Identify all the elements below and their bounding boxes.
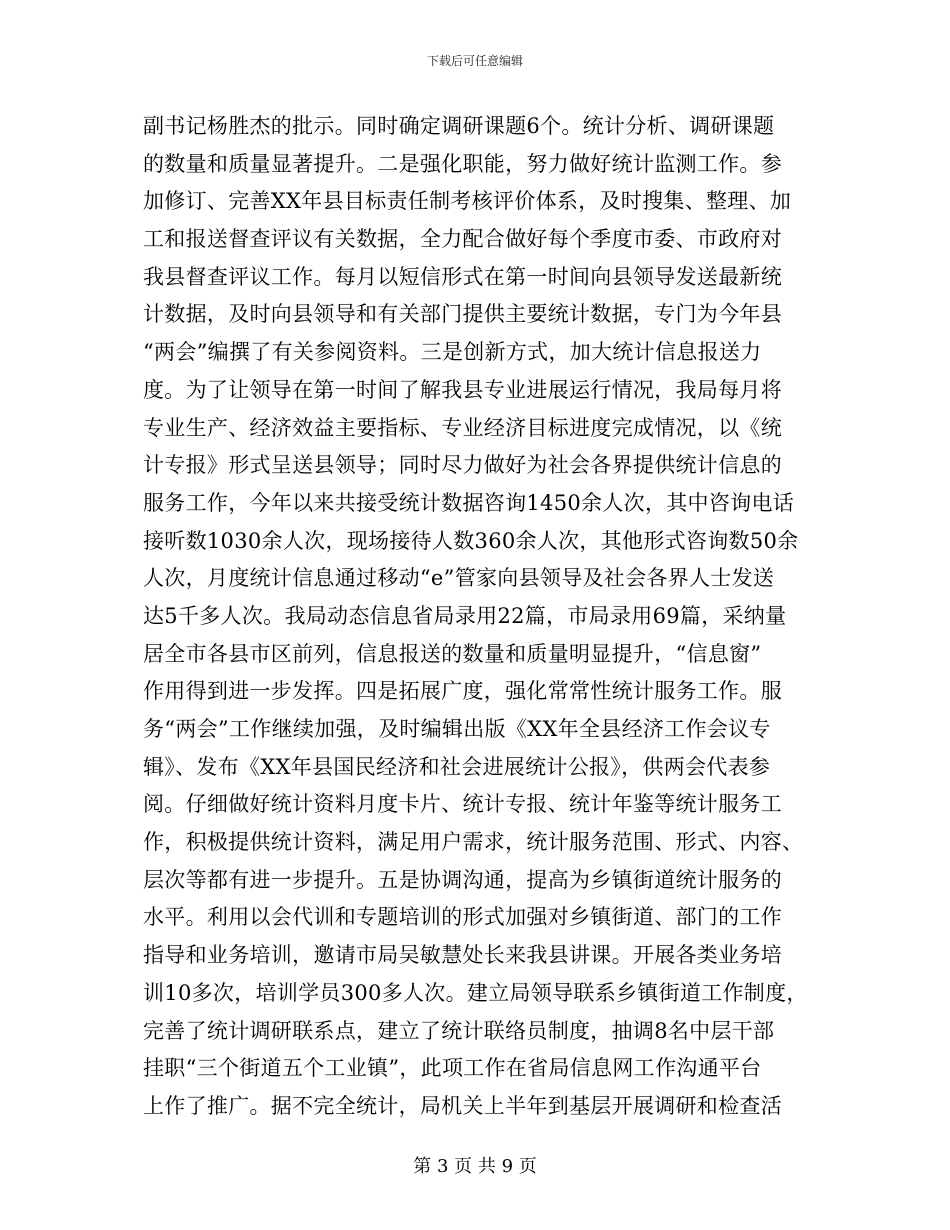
text-line: 服务工作，今年以来共接受统计数据咨询1450余人次，其中咨询电话 [143, 490, 795, 515]
text-line: 计专报》形式呈送县领导；同时尽力做好为社会各界提供统计信息的 [143, 453, 782, 478]
text-line: 作，积极提供统计资料，满足用户需求，统计服务范围、形式、内容、 [143, 830, 804, 855]
text-line: 居全市各县市区前列，信息报送的数量和质量明显提升，“信息窗” [143, 641, 762, 666]
text-line: “两会”编撰了有关参阅资料。三是创新方式，加大统计信息报送力 [143, 340, 762, 365]
text-line: 阅。仔细做好统计资料月度卡片、统计专报、统计年鉴等统计服务工 [143, 792, 782, 817]
body-text [143, 108, 813, 1126]
text-line: 上作了推广。据不完全统计，局机关上半年到基层开展调研和检查活 [143, 1093, 782, 1118]
text-line: 达5千多人次。我局动态信息省局录用22篇，市局录用69篇，采纳量 [143, 603, 787, 628]
text-line: 副书记杨胜杰的批示。同时确定调研课题6个。统计分析、调研课题 [143, 114, 775, 138]
text-line: 加修订、完善XX年县目标责任制考核评价体系，及时搜集、整理、加 [143, 189, 792, 214]
text-line: 水平。利用以会代训和专题培训的形式加强对乡镇街道、部门的工作 [143, 905, 782, 930]
text-line: 辑》、发布《XX年县国民经济和社会进展统计公报》，供两会代表参 [143, 754, 771, 779]
text-line: 我县督查评议工作。每月以短信形式在第一时间向县领导发送最新统 [143, 264, 782, 289]
text-line: 挂职“三个街道五个工业镇”，此项工作在省局信息网工作沟通平台 [143, 1056, 762, 1081]
page-number-footer: 第 3 页 共 9 页 [413, 1156, 537, 1177]
text-line: 层次等都有进一步提升。五是协调沟通，提高为乡镇街道统计服务的 [143, 867, 782, 892]
text-line: 人次，月度统计信息通过移动“e”管家向县领导及社会各界人士发送 [143, 566, 775, 591]
text-line: 作用得到进一步发挥。四是拓展广度，强化常常性统计服务工作。服 [143, 679, 782, 704]
text-line: 的数量和质量显著提升。二是强化职能，努力做好统计监测工作。参 [143, 151, 782, 176]
text-line: 完善了统计调研联系点，建立了统计联络员制度，抽调8名中层干部 [143, 1018, 775, 1043]
text-line: 务“两会”工作继续加强，及时编辑出版《XX年全县经济工作会议专 [143, 717, 771, 741]
text-line: 度。为了让领导在第一时间了解我县专业进展运行情况，我局每月将 [143, 377, 782, 402]
text-line: 工和报送督查评议有关数据，全力配合做好每个季度市委、市政府对 [143, 227, 782, 252]
page-header: 下载后可任意编辑 [426, 54, 523, 68]
text-line: 计数据，及时向县领导和有关部门提供主要统计数据，专门为今年县 [143, 302, 782, 327]
text-line: 接听数1030余人次，现场接待人数360余人次，其他形式咨询数50余 [143, 528, 799, 553]
text-line: 专业生产、经济效益主要指标、专业经济目标进度完成情况，以《统 [143, 415, 782, 440]
text-line: 指导和业务培训，邀请市局吴敏慧处长来我县讲课。开展各类业务培 [143, 943, 782, 968]
text-line: 训10多次，培训学员300多人次。建立局领导联系乡镇街道工作制度， [143, 980, 808, 1005]
